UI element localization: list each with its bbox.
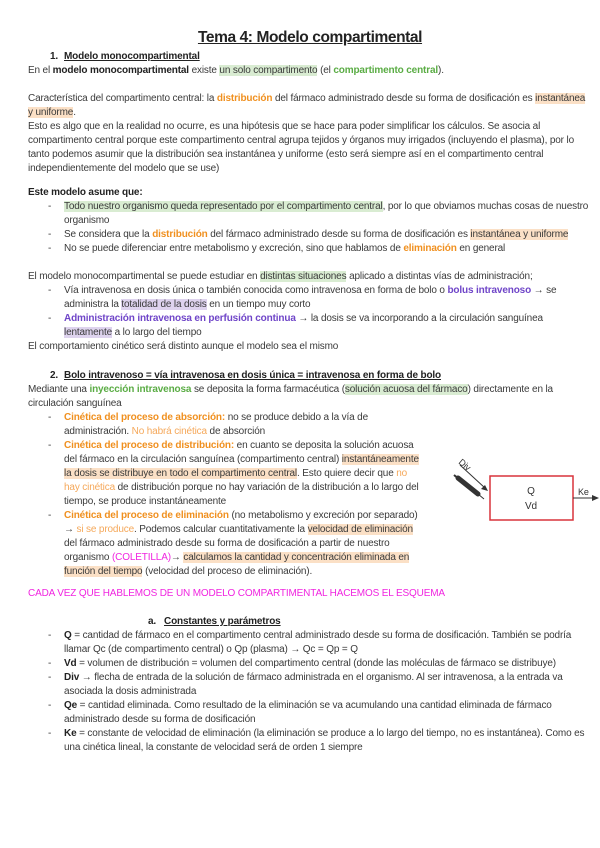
styled-text: instantánea y uniforme: [28, 93, 586, 118]
subsection-heading: [148, 615, 592, 629]
styled-text: bolus intravenoso: [447, 285, 532, 296]
styled-text: Cinética del proceso de absorción:: [64, 412, 226, 423]
styled-text: distribución: [152, 229, 208, 240]
list-item: [28, 629, 592, 657]
paragraph-hipotesis: [28, 120, 592, 176]
subsection-number: a.: [148, 616, 157, 627]
styled-text: un solo compartimento: [219, 65, 318, 76]
styled-text: Ke: [64, 728, 77, 739]
text-run: Característica del compartimento central: la: [28, 93, 217, 104]
text-run: ).: [438, 65, 444, 76]
text-run: = cantidad de fármaco en el compartimento central administrado desde su forma de dosificación. También se podría llamar Qc (de compartimento central) o Qp (plasma) → Qc = Qp = Q: [64, 630, 572, 655]
styled-text: no hay cinética: [64, 468, 408, 493]
section-number: 2.: [50, 370, 59, 381]
styled-text: Administración intravenosa en perfusión continua: [64, 313, 296, 324]
styled-text: totalidad de la dosis: [121, 299, 207, 310]
text-run: existe: [188, 65, 220, 76]
subsection-title: Constantes y parámetros: [164, 616, 281, 627]
styled-text: instantánea y uniforme: [470, 229, 569, 240]
list-item: [28, 228, 592, 242]
output-label: Ke: [578, 487, 589, 497]
styled-text: calculamos la cantidad y concentración eliminada en función del tiempo: [64, 552, 410, 577]
text-run: No se puede diferenciar entre metabolismo y excreción, sino que hablamos de: [64, 243, 404, 254]
styled-text: si se produce: [76, 524, 135, 535]
text-run: Esto es algo que en la realidad no ocurre, es una hipótesis que se hace para poder simplificar los cálculos. Se asocia al compartimento central porque este compartimento central agrupa tejidos y órganos muy irrigados (incluyendo el plasma), por lo tanto podemos asumir que la distribución sea instantánea y uniforme (esto será siempre así en el compartimento central independientemente del modelo que se use): [28, 121, 574, 174]
styled-text: Cinética del proceso de distribución:: [64, 440, 235, 451]
section-title: Bolo intravenoso = vía intravenosa en dosis única = intravenosa en forma de bolo: [64, 370, 441, 381]
styled-text: (COLETILLA): [111, 552, 171, 563]
text-run: →: [170, 552, 184, 563]
text-run: El modelo monocompartimental se puede estudiar en: [28, 271, 261, 282]
paragraph-bolo-intro: [28, 383, 592, 411]
text-run: Se considera que la: [64, 229, 153, 240]
document-page: [28, 28, 592, 755]
list-item: [28, 439, 424, 509]
parametros-list: [28, 629, 592, 755]
text-run: del fármaco administrado desde su forma de dosificación a partir de nuestro organismo: [64, 538, 390, 563]
list-item: [28, 312, 592, 340]
text-run: en cuanto se deposita la solución acuosa del fármaco en la circulación sanguínea (compartimento central): [64, 440, 414, 465]
text-run: de distribución porque no hay variación de la distribución a lo largo del tiempo, se produce instantáneamente: [64, 482, 419, 507]
list-item: [28, 727, 592, 755]
list-item: [28, 657, 592, 671]
text-run: Mediante una: [28, 384, 90, 395]
input-label: Div: [456, 456, 473, 473]
list-item: [28, 699, 592, 727]
central-compartment-box: [490, 476, 573, 520]
text-run: , por lo que obviamos muchas cosas de nuestro organismo: [64, 201, 589, 226]
paragraph-intro: [28, 64, 592, 78]
section-2-heading: [50, 369, 592, 383]
diagram-svg: [430, 448, 600, 533]
text-run: = constante de velocidad de eliminación (la eliminación se produce a lo largo del tiempo, no es instantánea). Como es una cinética lineal, la constante de velocidad será de orden 1 siempre: [64, 728, 585, 753]
section-1-heading: [50, 50, 592, 64]
text-run: (velocidad del proceso de eliminación).: [142, 566, 313, 577]
text-run: (el: [317, 65, 334, 76]
text-run: se deposita la forma farmacéutica (: [191, 384, 345, 395]
text-run: . Podemos calcular cuantitativamente la: [134, 524, 308, 535]
styled-text: instantáneamente la dosis se distribuye en todo el compartimento central: [64, 454, 419, 479]
paragraph-caracteristica: [28, 92, 592, 120]
list-item: [28, 284, 592, 312]
styled-text: Vd: [64, 658, 77, 669]
document-title: Tema 4: Modelo compartimental: [197, 29, 423, 46]
styled-text: Todo nuestro organismo queda representado por el compartimento central: [64, 201, 383, 212]
section-title: Modelo monocompartimental: [64, 51, 200, 62]
styled-text: distribución: [216, 93, 273, 104]
asume-heading: Este modelo asume que:: [28, 187, 143, 198]
text-run: = cantidad eliminada. Como resultado de la eliminación se va acumulando una cantidad eliminada de fármaco administrado desde su forma de dosificación: [64, 700, 552, 725]
list-item: [28, 411, 424, 439]
styled-text: Div: [64, 672, 80, 683]
text-run: → se administra la: [64, 285, 557, 310]
text-run: = volumen de distribución = volumen del compartimento central (donde las moléculas de fármaco se distribuye): [76, 658, 556, 669]
text-run: . Esto quiere decir que: [297, 468, 397, 479]
box-label-vd: Vd: [525, 501, 537, 512]
text-run: aplicado a distintas vías de administración;: [346, 271, 533, 282]
styled-text: modelo monocompartimental: [52, 65, 189, 76]
styled-text: solución acuosa del fármaco: [344, 384, 468, 395]
text-run: a lo largo del tiempo: [111, 327, 202, 338]
compartment-diagram: [430, 448, 600, 533]
asume-list: [28, 200, 592, 256]
section-number: 1.: [50, 51, 59, 62]
styled-text: Cinética del proceso de eliminación: [64, 510, 229, 521]
text-run: del fármaco administrado desde su forma de dosificación es: [207, 229, 471, 240]
styled-text: Q: [64, 630, 72, 641]
text-run: → flecha de entrada de la solución de fármaco administrada en el organismo. Al ser intravenosa, a la entrada va asociada la dosis administrada: [64, 672, 563, 697]
list-item: [28, 671, 592, 699]
text-run: en general: [456, 243, 506, 254]
text-run: Vía intravenosa en dosis única o también conocida como intravenosa en forma de bolo o: [64, 285, 448, 296]
styled-text: eliminación: [403, 243, 457, 254]
text-run: no se produce debido a la vía de administración.: [64, 412, 368, 437]
list-item: [28, 242, 592, 256]
esquema-note: CADA VEZ QUE HABLEMOS DE UN MODELO COMPARTIMENTAL HACEMOS EL ESQUEMA: [28, 588, 445, 599]
vias-list: [28, 284, 592, 340]
styled-text: No habrá cinética: [131, 426, 207, 437]
text-run: .: [73, 107, 76, 118]
syringe-icon: [454, 475, 484, 499]
styled-text: inyección intravenosa: [89, 384, 192, 395]
styled-text: velocidad de eliminación: [307, 524, 413, 535]
text-run: (no metabolismo y excreción por separado) →: [64, 510, 418, 535]
text-run: El comportamiento cinético será distinto aunque el modelo sea el mismo: [28, 341, 339, 352]
styled-text: distintas situaciones: [260, 271, 347, 282]
text-run: ) directamente en la circulación sanguínea: [28, 384, 553, 409]
styled-text: compartimento central: [333, 65, 439, 76]
text-run: del fármaco administrado desde su forma de dosificación es: [272, 93, 536, 104]
text-run: en un tiempo muy corto: [206, 299, 311, 310]
styled-text: Qe: [64, 700, 78, 711]
paragraph-situaciones: [28, 270, 592, 284]
list-item: [28, 200, 592, 228]
paragraph-comportamiento: [28, 340, 592, 354]
styled-text: lentamente: [64, 327, 112, 338]
text-run: de absorción: [206, 426, 266, 437]
text-run: En el: [28, 65, 53, 76]
list-item: [28, 509, 424, 579]
text-run: → la dosis se va incorporando a la circulación sanguínea: [295, 313, 543, 324]
box-label-q: Q: [527, 486, 535, 497]
